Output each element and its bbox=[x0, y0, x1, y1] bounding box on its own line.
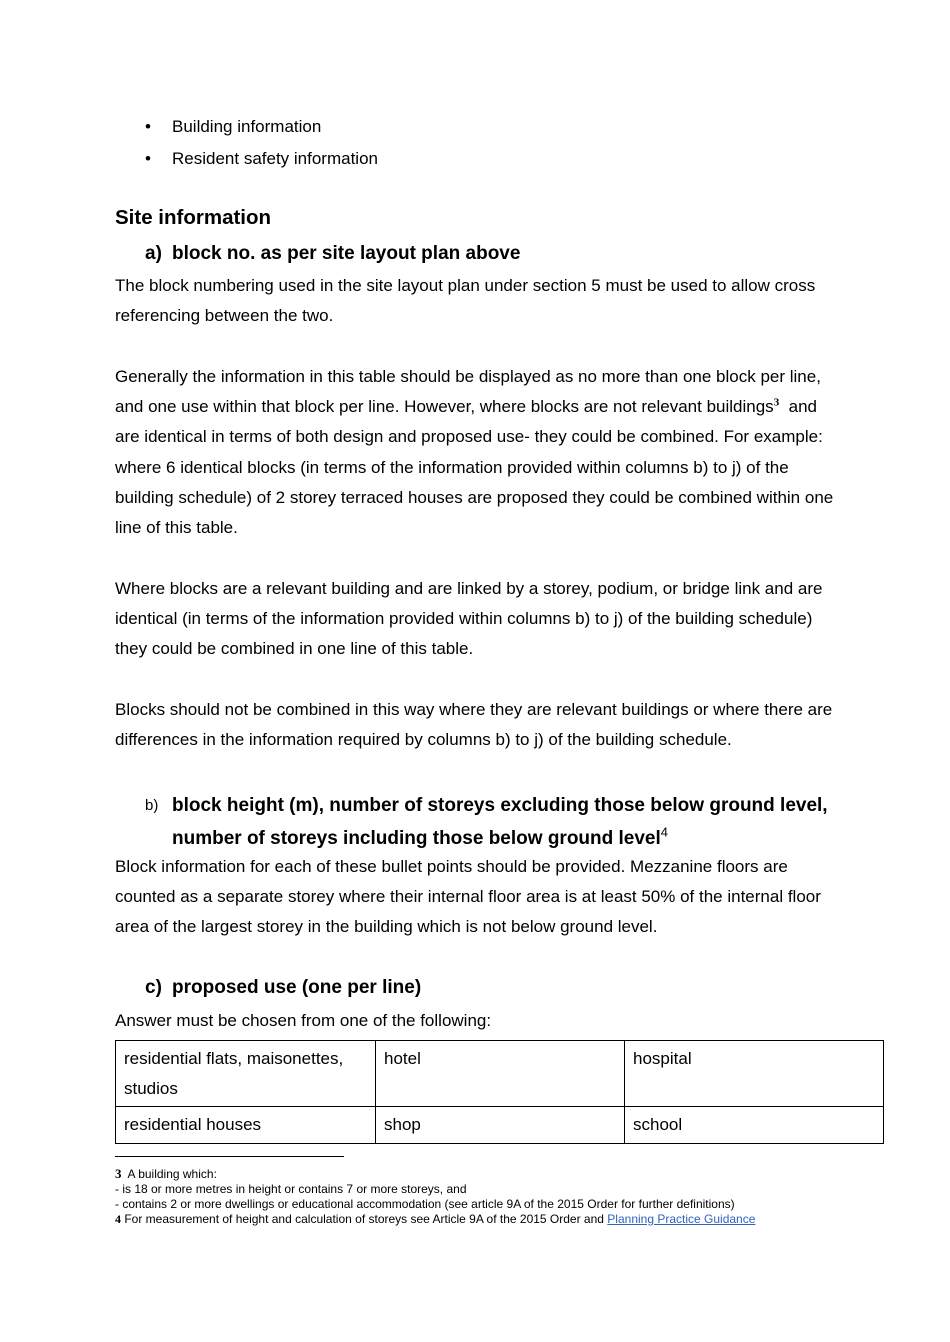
paragraph: Blocks should not be combined in this way where they are relevant buildings or where there are differences in the information required by columns b) to j) of the building schedule. bbox=[115, 700, 833, 750]
subsection-c-title: proposed use (one per line) bbox=[172, 977, 422, 998]
subsection-c-marker: c) bbox=[145, 977, 162, 998]
paragraph: Where blocks are a relevant building and are linked by a storey, podium, or bridge link and are identical (in terms of the information provided within columns b) to j) of the building schedule) they could be combined in one line of this table. bbox=[115, 579, 823, 659]
table-cell: hospital bbox=[625, 1041, 884, 1107]
subsection-a-marker: a) bbox=[145, 243, 162, 264]
table-cell: shop bbox=[376, 1107, 625, 1144]
footnote-ref-3[interactable]: 3 bbox=[773, 396, 780, 409]
intro-bullet-list bbox=[145, 111, 378, 174]
paragraph: The block numbering used in the site layout plan under section 5 must be used to allow cross referencing between the two. bbox=[115, 276, 816, 326]
table-cell: hotel bbox=[376, 1041, 625, 1107]
table-cell: residential houses bbox=[116, 1107, 376, 1144]
table-row bbox=[116, 1107, 884, 1144]
bullet-icon: • bbox=[145, 117, 151, 136]
footnote-4: 4 For measurement of height and calculation of storeys see Article 9A of the 2015 Order and Planning Practice Guidance bbox=[115, 1212, 756, 1226]
subsection-a-heading bbox=[145, 243, 872, 265]
table-row bbox=[116, 1041, 884, 1107]
planning-practice-guidance-link[interactable]: Planning Practice Guidance bbox=[607, 1212, 756, 1226]
footnote-3: 3 A building which: bbox=[115, 1166, 217, 1181]
footnotes bbox=[115, 1166, 915, 1227]
table-cell: school bbox=[625, 1107, 884, 1144]
footnote-3-line: - is 18 or more metres in height or contains 7 or more storeys, and bbox=[115, 1182, 467, 1196]
list-item: • Building information bbox=[145, 111, 378, 143]
proposed-use-table bbox=[115, 1040, 884, 1144]
section-title: Site information bbox=[115, 206, 272, 229]
footnote-3-line: - contains 2 or more dwellings or educational accommodation (see article 9A of the 2015 Order for further definitions) bbox=[115, 1197, 735, 1211]
subsection-c-heading bbox=[145, 977, 872, 999]
table-cell: residential flats, maisonettes, studios bbox=[116, 1041, 376, 1107]
paragraph: Block information for each of these bullet points should be provided. Mezzanine floors are counted as a separate storey where their internal floor area is at least 50% of the internal floor area of the largest storey in the building which is not below ground level. bbox=[115, 857, 821, 937]
paragraph-with-footnote: Generally the information in this table should be displayed as no more than one block per line, and one use within that block per line. However, where blocks are not relevant buildings$^3$ and are identical in terms of both design and proposed use- they could be combined. For example: where 6 identical blocks (in terms of the information provided within columns b) to j) of the building schedule) of 2 storey terraced houses are proposed they could be combined within one line of this table. bbox=[115, 367, 834, 538]
footnote-ref-4[interactable]: 4 bbox=[660, 824, 669, 840]
paragraph: Answer must be chosen from one of the following: bbox=[115, 1011, 492, 1030]
footnote-divider bbox=[115, 1156, 344, 1157]
list-item: • Resident safety information bbox=[145, 143, 378, 175]
bullet-icon: • bbox=[145, 148, 151, 168]
subsection-b-marker: b) bbox=[145, 797, 159, 814]
subsection-b-heading bbox=[145, 789, 872, 855]
subsection-b-title: block height (m), number of storeys excluding those below ground level, number of storeys including those below ground level bbox=[172, 795, 828, 849]
subsection-a-title: block no. as per site layout plan above bbox=[172, 243, 521, 264]
